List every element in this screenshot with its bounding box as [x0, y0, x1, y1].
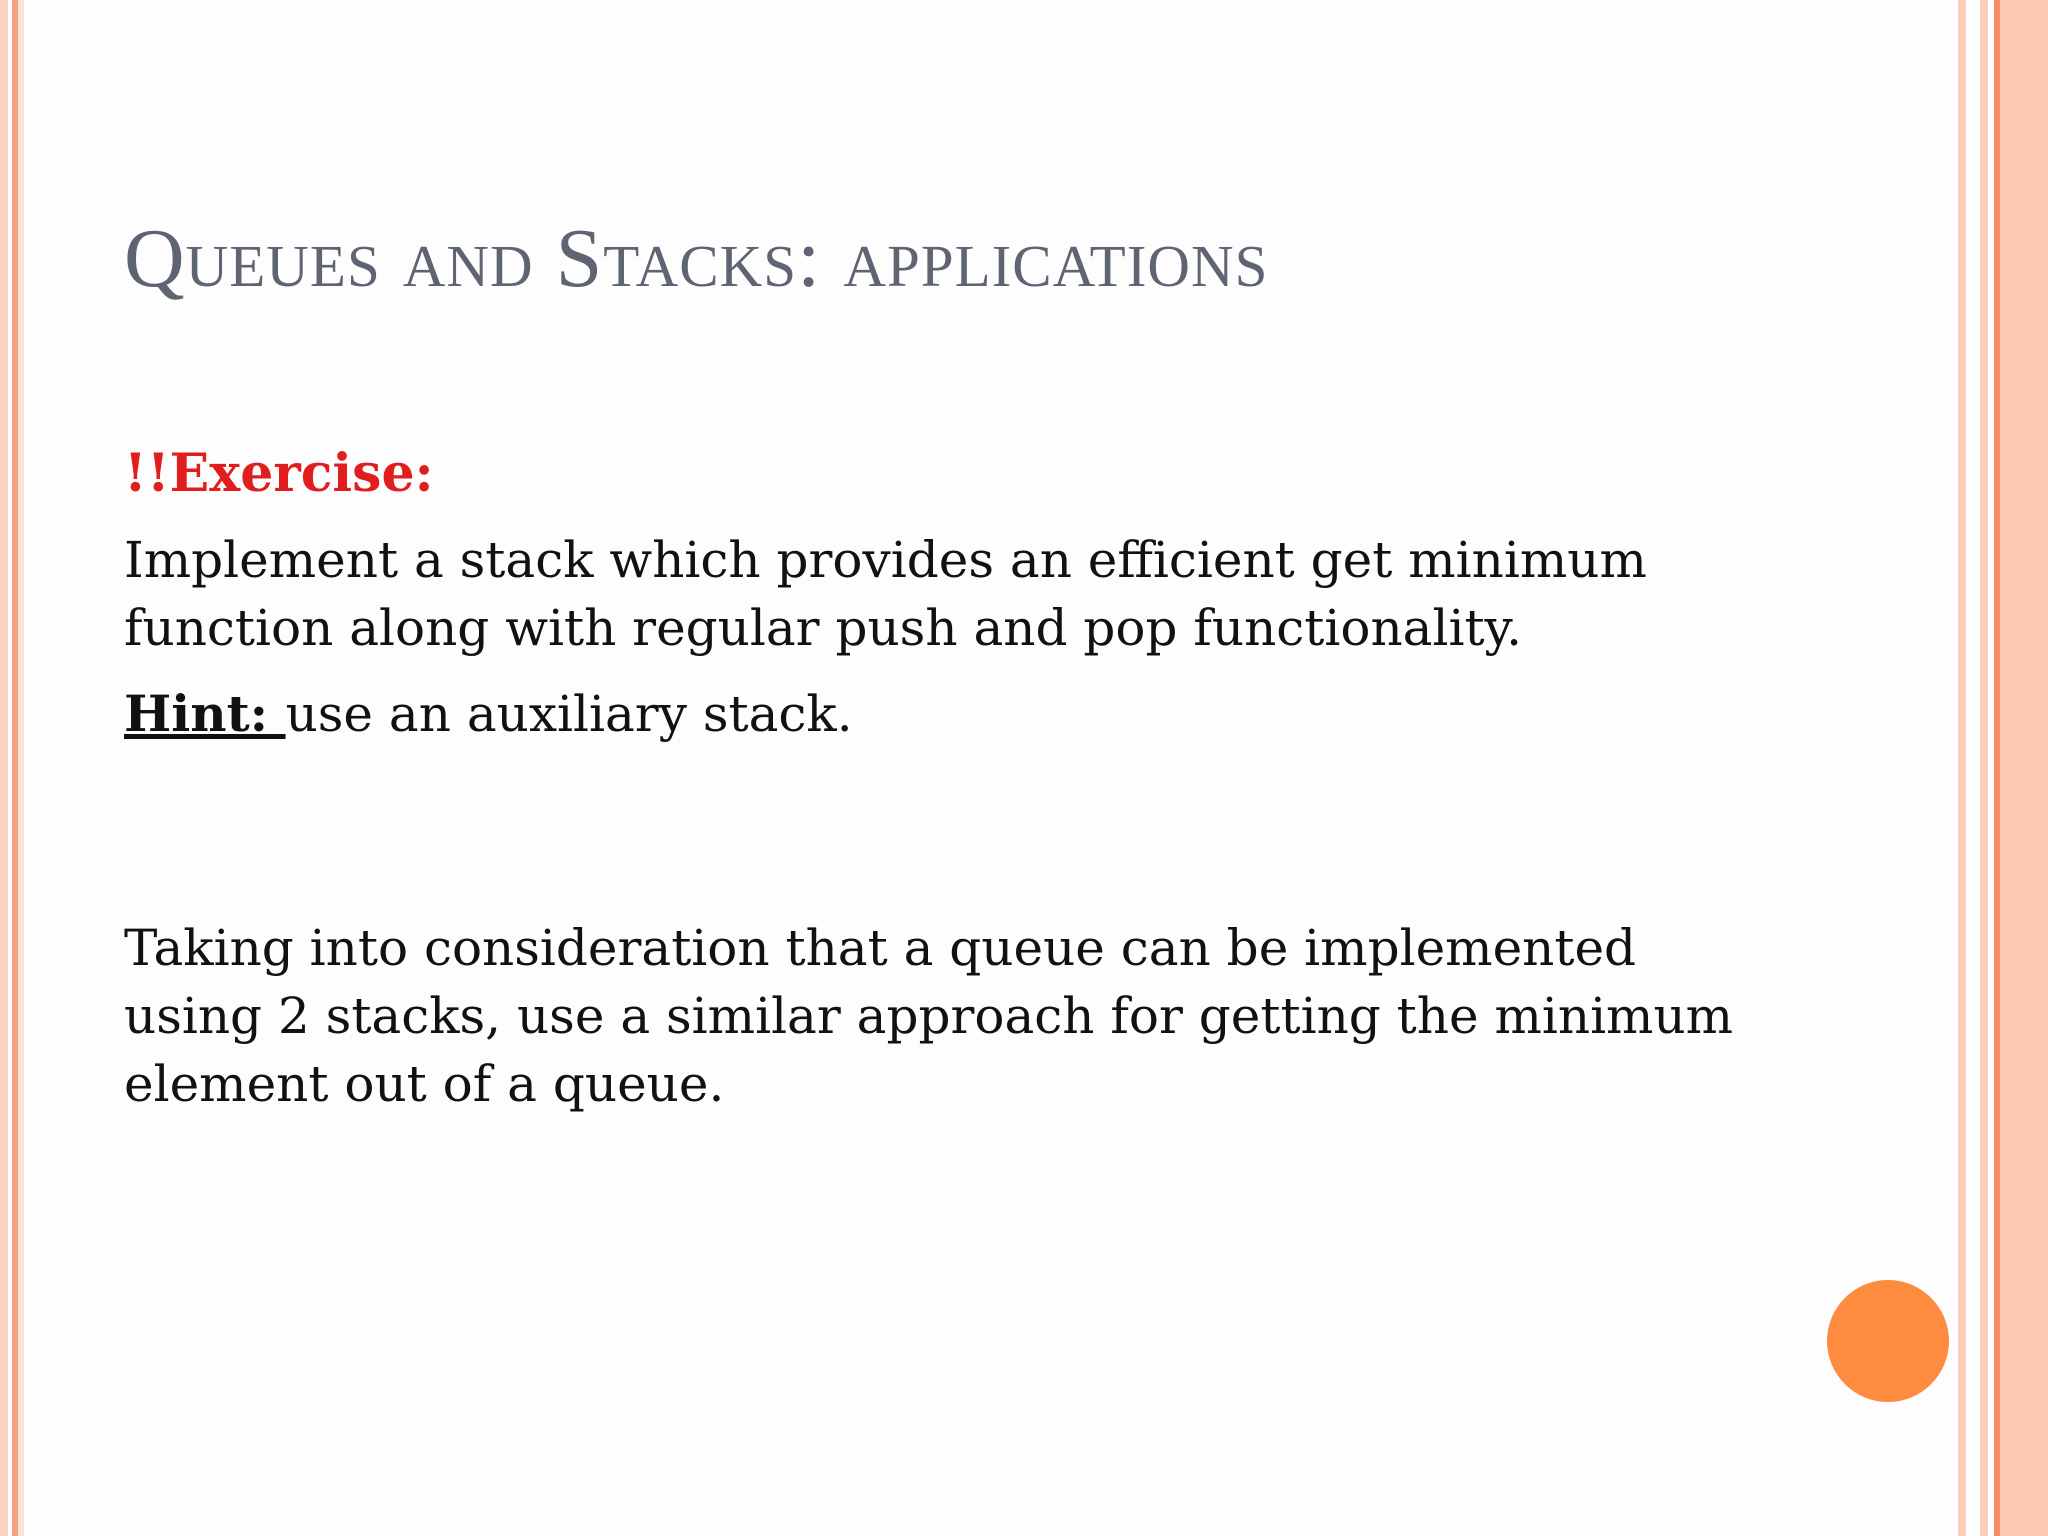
left-border-stripe	[0, 0, 8, 1536]
right-border-stripe-inner	[1958, 0, 1966, 1536]
left-border-stripe-inner	[18, 0, 24, 1536]
hint-text: use an auxiliary stack.	[285, 685, 853, 743]
hint-line	[124, 680, 1764, 748]
exercise-description: Implement a stack which provides an efficient get minimum function along with regular push and pop functionality.	[124, 531, 1647, 657]
orange-circle-decoration	[1827, 1280, 1949, 1402]
right-border-stripe	[1980, 0, 1988, 1536]
hint-label: Hint:	[124, 684, 286, 743]
right-border-gap	[1966, 0, 1980, 1536]
exercise-label: !!Exercise:	[124, 443, 434, 504]
right-border-band	[2000, 0, 2048, 1536]
slide-title: Queues and Stacks: applications	[124, 212, 1269, 305]
queue-exercise-description: Taking into consideration that a queue can be implemented using 2 stacks, use a similar approach for getting the minimum element out of a queue.	[124, 919, 1734, 1113]
